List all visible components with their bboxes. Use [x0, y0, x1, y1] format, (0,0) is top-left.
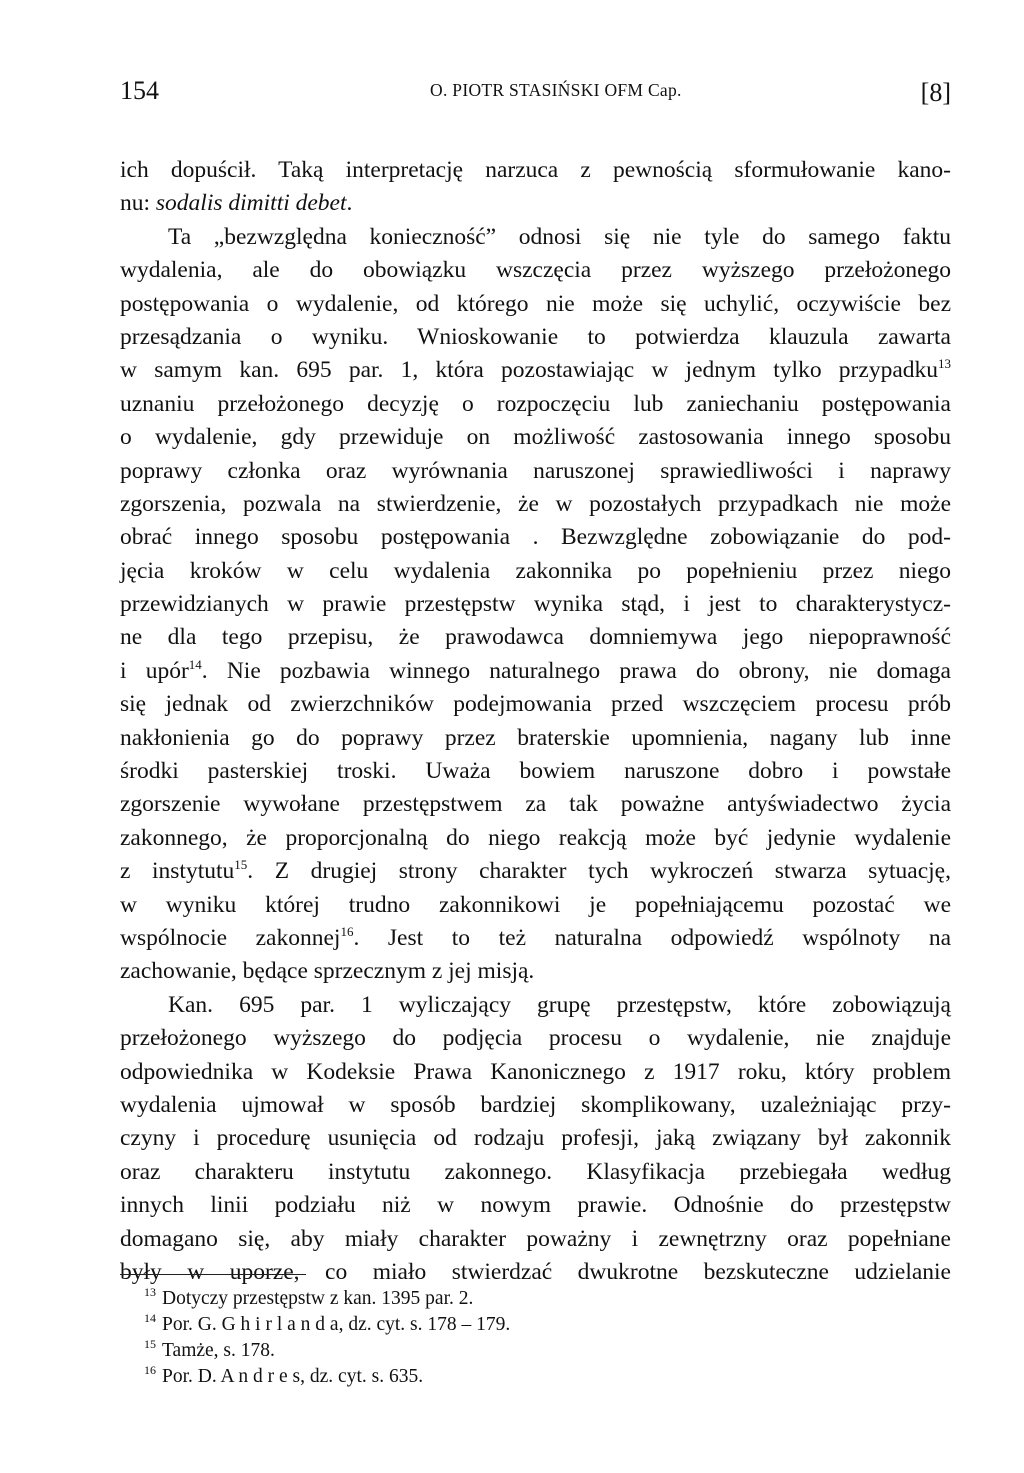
line-text: odpowiednika w Kodeksie Prawa Kanonicznego z 1917 roku, który problem: [120, 1058, 951, 1085]
text-line: [120, 822, 951, 855]
line-text: zachowanie, będące sprzecznym z jej misją.: [120, 958, 535, 985]
footnote-text: Por. G. G h i r l a n d a, dz. cyt. s. 178 – 179.: [162, 1314, 511, 1335]
line-text: z instytutu: [120, 858, 235, 885]
line-text: wydalenia ujmował w sposób bardziej skomplikowany, uzależniając przy-: [120, 1091, 951, 1118]
line-text: domagano się, aby miały charakter poważny i zewnętrzny oraz popełniane: [120, 1225, 951, 1252]
line-text: zakonnego, że proporcjonalną do niego reakcją może być jedynie wydalenie: [120, 824, 951, 851]
text-line: [120, 621, 951, 654]
line-text: innych linii podziału niż w nowym prawie. Odnośnie do przestępstw: [120, 1192, 951, 1219]
text-line: [120, 688, 951, 721]
footnote-text: Por. D. A n d r e s, dz. cyt. s. 635.: [162, 1366, 424, 1387]
text-line: [120, 1156, 951, 1189]
text-line: [120, 488, 951, 521]
line-text-continued: . Nie pozbawia winnego naturalnego prawa do obrony, nie domaga: [201, 657, 951, 684]
line-text: poprawy członka oraz wyrównania naruszonej sprawiedliwości i naprawy: [120, 457, 951, 484]
footnote-reference[interactable]: 13: [938, 356, 951, 372]
footnote-reference[interactable]: 15: [234, 857, 248, 873]
text-line: [120, 187, 951, 220]
footnote-number: 15: [144, 1337, 156, 1351]
line-text: w samym kan. 695 par. 1, która pozostawiając w jednym tylko przypadku: [120, 357, 938, 384]
text-line: [120, 421, 951, 454]
text-line: [120, 354, 951, 387]
text-line: [120, 955, 951, 988]
text-line: [120, 722, 951, 755]
text-line: [120, 254, 951, 287]
line-text: się jednak od zwierzchników podejmowania przed wszczęciem procesu prób: [120, 691, 951, 718]
text-line: [120, 221, 951, 254]
line-text: Kan. 695 par. 1 wyliczający grupę przestępstw, które zobowiązują: [168, 991, 951, 1018]
footnote-reference[interactable]: 14: [188, 656, 202, 672]
footnote: [144, 1364, 844, 1390]
latin-phrase: sodalis dimitti debet: [155, 190, 347, 217]
line-text-continued: . Z drugiej strony charakter tych wykroczeń stwarza sytuację,: [247, 858, 951, 885]
line-text: czyny i procedurę usunięcia od rodzaju profesji, jaką związany był zakonnik: [120, 1125, 951, 1152]
line-text-continued: . Jest to też naturalna odpowiedź wspólnoty na: [353, 924, 952, 951]
footnote-text: Tamże, s. 178.: [162, 1340, 275, 1361]
text-line: [120, 588, 951, 621]
line-text: nakłonienia go do poprawy przez braterskie upomnienia, nagany lub inne: [120, 724, 951, 751]
text-line: [120, 455, 951, 488]
line-text: nu: sodalis dimitti debet.: [120, 190, 353, 217]
footnote: [144, 1312, 844, 1338]
text-line: [120, 1022, 951, 1055]
footnote: [144, 1286, 844, 1312]
footnote-text: Dotyczy przestępstw z kan. 1395 par. 2.: [162, 1288, 474, 1309]
text-line: [120, 788, 951, 821]
line-text: ich dopuścił. Taką interpretację narzuca z pewnością sformułowanie kano-: [120, 157, 951, 183]
text-line: [120, 1189, 951, 1222]
line-text: i upór: [120, 657, 189, 684]
footnote-reference[interactable]: 16: [340, 923, 354, 939]
line-text: ne dla tego przepisu, że prawodawca domniemywa jego niepoprawność: [120, 624, 951, 651]
text-line: [120, 855, 951, 888]
line-text: wspólnocie zakonnej: [120, 924, 341, 951]
text-line: [120, 922, 951, 955]
line-text: były w uporze, co miało stwierdzać dwukrotne bezskuteczne udzielanie: [120, 1258, 951, 1285]
footnote-number: 16: [144, 1363, 156, 1377]
line-text: przełożonego wyższego do podjęcia procesu o wydalenie, nie znajduje: [120, 1025, 951, 1052]
line-text: postępowania o wydalenie, od którego nie może się uchylić, oczywiście bez: [120, 290, 951, 317]
text-line: [120, 755, 951, 788]
text-line: [120, 521, 951, 554]
text-line: [120, 1089, 951, 1122]
line-text: środki pasterskiej troski. Uważa bowiem naruszone dobro i powstałe: [120, 758, 951, 785]
line-text: Ta „bezwzględna konieczność” odnosi się nie tyle do samego faktu: [168, 223, 951, 250]
text-line: [120, 1223, 951, 1256]
line-text: przesądzania o wyniku. Wnioskowanie to potwierdza klauzula zawarta: [120, 323, 951, 350]
section-marker: [8]: [920, 78, 951, 107]
line-text: przewidzianych w prawie przestępstw wynika stąd, i jest to charakterystycz-: [120, 591, 951, 618]
body-text: [120, 154, 951, 1289]
text-line: [120, 555, 951, 588]
page-number: 154: [120, 76, 159, 105]
line-text: zgorszenia, pozwala na stwierdzenie, że w pozostałych przypadkach nie może: [120, 490, 951, 517]
text-line: [120, 655, 951, 688]
line-text: obrać innego sposobu postępowania . Bezwzględne zobowiązanie do pod-: [120, 524, 951, 551]
text-line: [120, 989, 951, 1022]
line-text: zgorszenie wywołane przestępstwem za tak poważne antyświadectwo życia: [120, 791, 951, 818]
text-line: [120, 889, 951, 922]
line-text: uznaniu przełożonego decyzję o rozpoczęciu lub zaniechaniu postępowania: [120, 390, 951, 417]
line-text: wydalenia, ale do obowiązku wszczęcia przez wyższego przełożonego: [120, 257, 951, 284]
text-line: [120, 321, 951, 354]
text-line: [120, 1122, 951, 1155]
text-line: [120, 154, 951, 187]
footnotes: [144, 1286, 844, 1390]
text-line: [120, 1256, 951, 1289]
line-text: w wyniku której trudno zakonnikowi je popełniającemu pozostać we: [120, 891, 951, 918]
footnote-number: 13: [144, 1285, 156, 1299]
text-line: [120, 1056, 951, 1089]
running-header: [120, 66, 951, 106]
footnote-number: 14: [144, 1311, 156, 1325]
text-line: [120, 288, 951, 321]
line-text: o wydalenie, gdy przewiduje on możliwość zastosowania innego sposobu: [120, 424, 951, 451]
text-line: [120, 388, 951, 421]
line-text: oraz charakteru instytutu zakonnego. Klasyfikacja przebiegała według: [120, 1158, 951, 1185]
line-text: jęcia kroków w celu wydalenia zakonnika po popełnieniu przez niego: [120, 557, 951, 584]
footnote: [144, 1338, 844, 1364]
footnote-divider: [120, 1274, 306, 1275]
running-author: O. PIOTR STASIŃSKI OFM Cap.: [430, 80, 682, 100]
